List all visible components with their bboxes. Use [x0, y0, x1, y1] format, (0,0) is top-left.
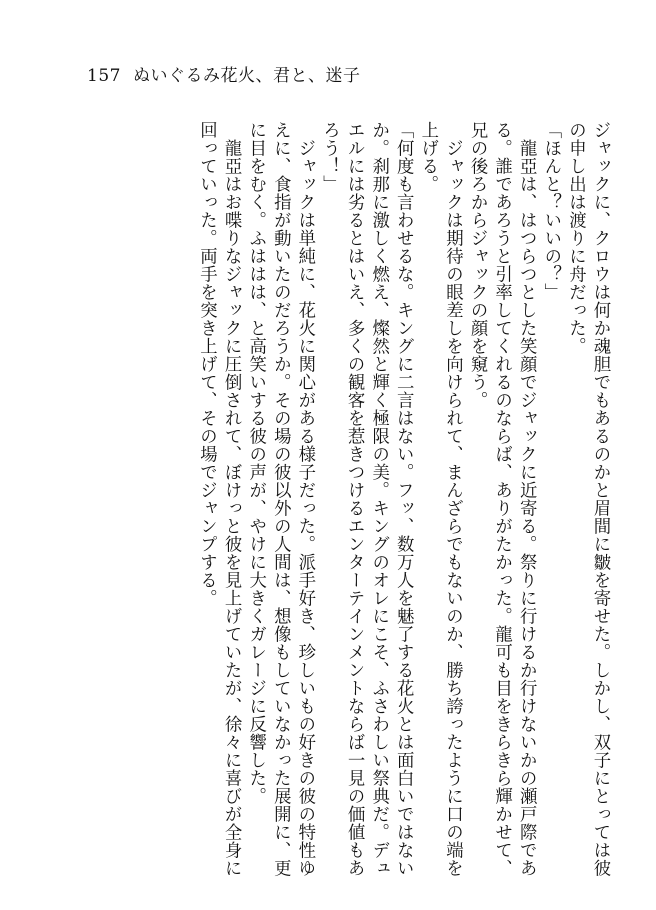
text-column-11: エルには劣るとはいえ、多くの観客を惹きつけるエンターテインメントならば一見の価値もあ: [344, 121, 365, 877]
text-column-13: ジャックは単純に、花火に関心がある様子だった。派手好き、珍しいもの好きの彼の特性ゆ: [294, 121, 315, 877]
text-column-2: の申し出は渡りに舟だった。: [565, 121, 586, 355]
text-column-10: か。刹那に激しく燃え、燦然と輝く極限の美。キングのオレにこそ、ふさわしい祭典だ。デュ: [368, 121, 389, 877]
text-column-16: 龍亞はお喋りなジャックに圧倒されて、ぼけっと彼を見上げていたが、徐々に喜びが全身に: [221, 121, 242, 877]
text-column-5: る。誰であろうと引率してくれるのならば、ありがたかった。龍可も目をきらきら輝かせて、: [491, 121, 512, 877]
text-column-1: ジャックに、クロウは何か魂胆でもあるのかと眉間に皺を寄せた。しかし、双子にとっては彼: [590, 121, 610, 877]
text-column-15: に目をむく。ふははは、と高笑いする彼の声が、やけに大きくガレージに反響した。: [245, 121, 266, 805]
text-column-4: 龍亞は、はつらつとした笑顔でジャックに近寄る。祭りに行けるか行けないかの瀬戸際であ: [516, 121, 537, 877]
text-column-17: 回っていった。両手を突き上げて、その場でジャンプする。: [196, 121, 217, 607]
body-text: [194, 121, 612, 881]
text-column-9: 「何度も言わせるな。キングに二言はない。フッ、数万人を魅了する花火とは面白いではない: [393, 121, 414, 877]
page-number: 157: [87, 66, 121, 86]
running-header: [87, 66, 360, 86]
text-column-8: 上げる。: [417, 121, 438, 193]
text-column-6: 兄の後ろからジャックの顔を窺う。: [467, 121, 488, 409]
text-column-12: ろう！」: [319, 121, 340, 193]
text-column-3: 「ほんと？いいの？」: [540, 121, 561, 301]
text-column-14: えに、食指が動いたのだろうか。その場の彼以外の人間は、想像もしていなかった展開に、更: [270, 121, 291, 877]
text-column-7: ジャックは期待の眼差しを向けられて、まんざらでもないのか、勝ち誇ったように口の端を: [442, 121, 463, 877]
running-title: ぬいぐるみ花火、君と、迷子: [132, 66, 361, 86]
